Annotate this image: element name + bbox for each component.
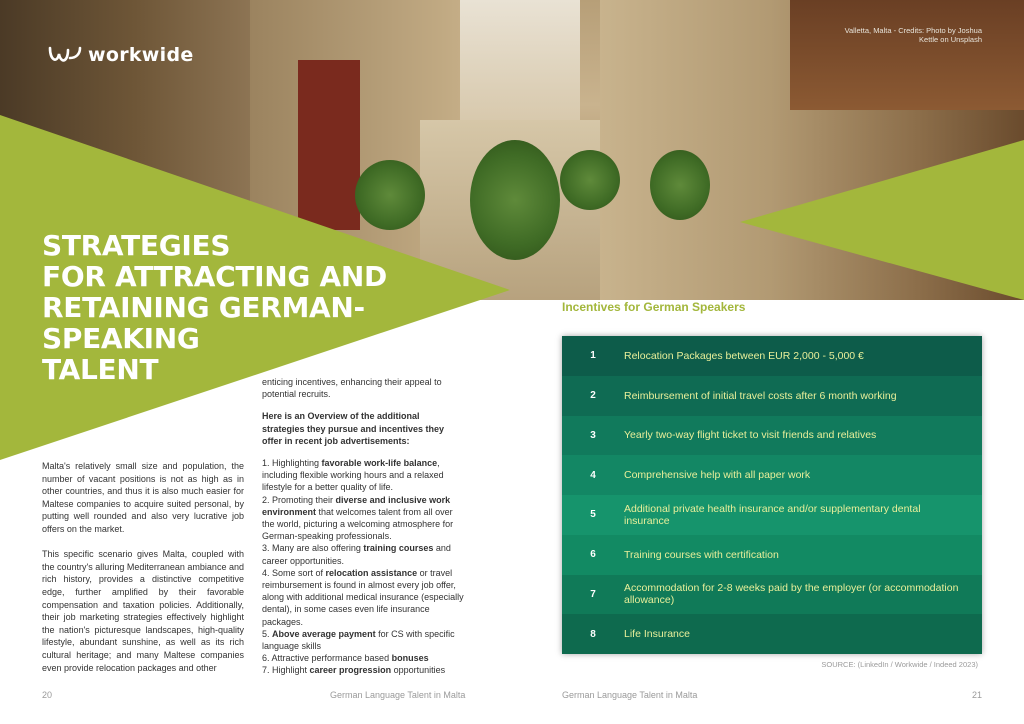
- footer-title-left: German Language Talent in Malta: [330, 690, 466, 700]
- strategy-highlight: training courses: [363, 543, 434, 554]
- incentive-number: 4: [590, 469, 596, 481]
- strategy-text: 5.: [262, 628, 273, 639]
- strategy-text: , including flexible working hours and a relaxed lifestyle for a better quality of life.: [262, 458, 444, 493]
- source-note: SOURCE: (LinkedIn / Workwide / Indeed 2023): [821, 660, 978, 669]
- incentive-number: 1: [590, 350, 596, 362]
- paragraph: Malta's relatively small size and population, the number of vacant positions is not as high as in other countries, and thus it is also much easier for Maltese companies to acquire suited personal, by putting well rounded and also very lucrative job offers on the market.: [42, 461, 244, 534]
- brand-logo: [48, 44, 194, 66]
- incentive-row: [562, 336, 982, 376]
- incentive-row: [562, 495, 982, 535]
- incentive-text: Reimbursement of initial travel costs after 6 month working: [624, 389, 897, 402]
- strategy-text: that welcomes talent from all over the world, picturing a welcoming atmosphere for German-speaking professionals.: [262, 506, 454, 542]
- strategy-text: 6. Attractive performance based: [262, 653, 392, 664]
- photo-credit: Valletta, Malta - Credits: Photo by Joshua Kettle on Unsplash: [844, 26, 982, 44]
- incentive-text: Training courses with certification: [624, 548, 779, 561]
- brand-name: workwide: [88, 44, 194, 66]
- incentive-row: [562, 614, 982, 654]
- strategy-item: [262, 457, 464, 494]
- strategy-text: 7. Highlight: [262, 665, 310, 676]
- strategy-item: [262, 652, 464, 664]
- strategy-item: [262, 567, 464, 628]
- strategy-text: for CS with specific language skills: [262, 628, 455, 652]
- strategy-text: and career opportunities.: [262, 543, 451, 566]
- incentive-number: 5: [590, 509, 596, 521]
- strategy-highlight: diverse and inclusive work environment: [262, 494, 451, 517]
- strategy-item: [262, 664, 464, 676]
- strategy-text: 3. Many are also offering: [262, 543, 364, 554]
- strategy-highlight: career progression: [309, 665, 392, 676]
- incentive-text: Comprehensive help with all paper work: [624, 469, 811, 482]
- strategy-list: [262, 457, 464, 677]
- incentive-text: Additional private health insurance and/or supplementary dental insurance: [624, 502, 921, 527]
- incentive-row: [562, 376, 982, 416]
- strategy-item: [262, 494, 464, 543]
- paragraph: This specific scenario gives Malta, coupled with the country's alluring Mediterranean ambiance and rich history, provides a distinctive competitive edge, further amplified by their favorable compensation and taxation policies. Additionally, their job marketing strategies effectively highlight the nation's picturesque landscapes, high-quality lifestyle, abundant sunshine, as well as its rich cultural heritage; and many Maltese companies even provide relocation packages and other: [42, 549, 244, 673]
- strategy-text: 1. Highlighting: [262, 458, 322, 469]
- incentives-title: Incentives for German Speakers: [562, 300, 746, 314]
- incentive-number: 2: [590, 390, 596, 402]
- incentive-row: [562, 535, 982, 575]
- strategy-text: 2. Promoting their: [262, 494, 336, 505]
- strategy-highlight: favorable work-life balance: [321, 458, 438, 469]
- incentive-text: Relocation Packages between EUR 2,000 - 5,000 €: [624, 349, 864, 362]
- strategy-highlight: Above average payment: [272, 628, 376, 639]
- strategy-text: 4. Some sort of: [262, 567, 326, 578]
- paragraph: enticing incentives, enhancing their appeal to potential recruits.: [262, 377, 442, 400]
- incentive-number: 3: [590, 429, 596, 441]
- workwide-logo-icon: [48, 44, 82, 66]
- strategy-item: [262, 542, 464, 566]
- strategies-heading: Here is an Overview of the additional strategies they pursue and incentives they offer in recent job advertisements:: [262, 411, 445, 446]
- page-number-left: 20: [42, 690, 53, 700]
- incentive-text: Life Insurance: [624, 628, 690, 641]
- incentive-row: [562, 575, 982, 615]
- strategy-text: or travel reimbursement is found in almost every job offer, along with additional medical insurance (especially dental), in some cases even life insurance packages.: [262, 567, 464, 627]
- page-title: STRATEGIES FOR ATTRACTING AND RETAINING GERMAN- SPEAKING TALENT: [42, 229, 387, 386]
- strategy-highlight: bonuses: [391, 653, 429, 664]
- incentive-number: 6: [590, 549, 596, 561]
- body-column-1: [42, 460, 244, 687]
- body-column-2: [262, 376, 464, 677]
- incentive-number: 8: [590, 628, 596, 640]
- page-number-right: 21: [971, 690, 982, 700]
- incentive-text: Yearly two-way flight ticket to visit friends and relatives: [624, 429, 877, 442]
- incentives-table: [562, 336, 982, 654]
- incentive-row: [562, 416, 982, 456]
- strategy-highlight: relocation assistance: [325, 567, 418, 578]
- strategy-text: opportunities: [391, 665, 446, 676]
- strategy-item: [262, 628, 464, 652]
- footer-title-right: German Language Talent in Malta: [562, 690, 698, 700]
- incentive-text: Accommodation for 2-8 weeks paid by the employer (or accommodation allowance): [624, 582, 959, 607]
- incentive-row: [562, 455, 982, 495]
- incentive-number: 7: [590, 588, 596, 600]
